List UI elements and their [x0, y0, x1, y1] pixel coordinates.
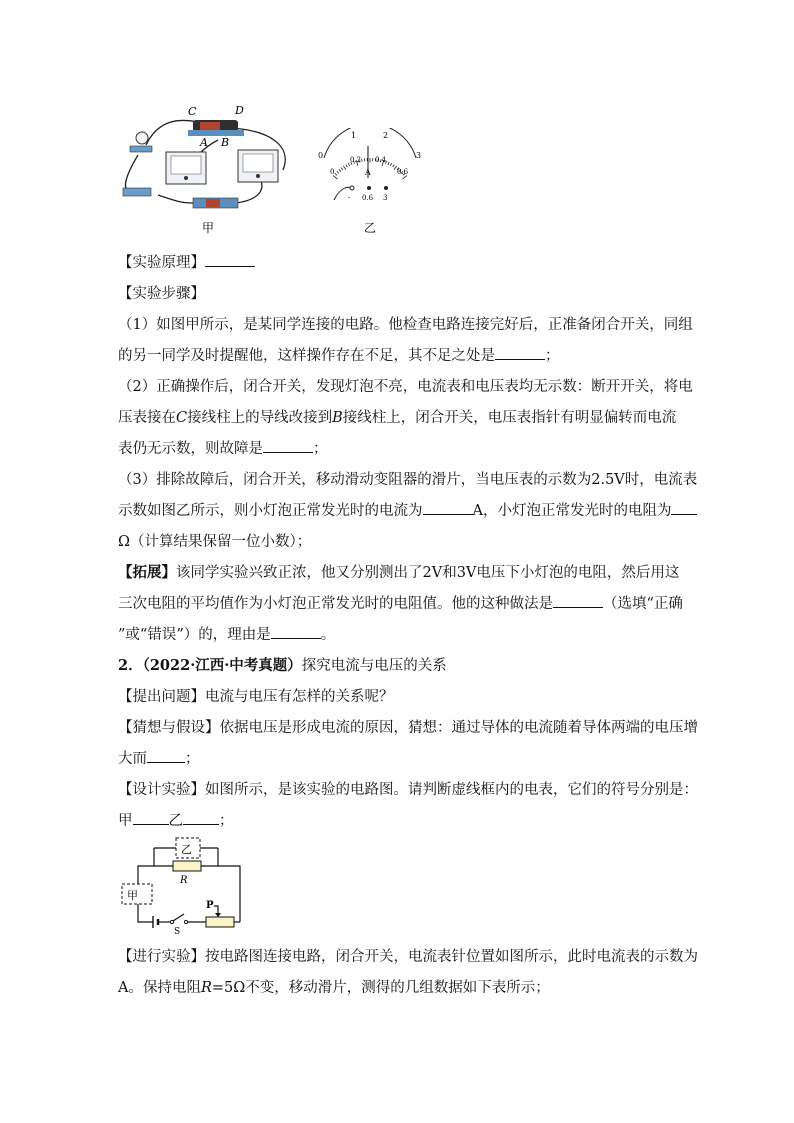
scale-top-2: 2 — [383, 131, 389, 140]
q2-title: 探究电流与电压的关系 — [301, 658, 447, 674]
var-b: B — [332, 410, 343, 426]
ammeter-dial-yi — [312, 128, 432, 238]
step2-text-1: 压表接在 — [118, 410, 176, 426]
answer-blank[interactable] — [183, 810, 219, 825]
answer-blank[interactable] — [205, 252, 255, 267]
run-text-3: =5Ω不变，移动滑片，测得的几组数据如下表所示； — [211, 980, 550, 996]
var-r: R — [200, 980, 212, 996]
meter-unit: A — [365, 168, 371, 177]
voltage-value: 2.5V — [591, 472, 625, 488]
answer-blank[interactable] — [423, 500, 473, 515]
q2-run-b — [118, 976, 688, 997]
step2-text-4: 表仍无示数，则故障是 — [118, 441, 263, 457]
scale-top-1: 1 — [351, 131, 357, 140]
ext-text-3: （选填“正确 — [603, 596, 683, 612]
q2-design-b — [118, 809, 688, 830]
box-yi-label: 乙 — [181, 843, 192, 856]
label-b: B — [221, 136, 230, 149]
switch-label: S — [174, 927, 181, 936]
ask-text: 电流与电压有怎样的关系呢？ — [205, 689, 394, 705]
dial-tick — [362, 159, 363, 162]
step2-text-3: 接线柱上，闭合开关，电压表指针有明显偏转而电流 — [342, 410, 677, 426]
step1-end: ； — [545, 348, 560, 364]
ext-line-b — [118, 592, 688, 613]
step1-text: 的另一同学及时提醒他，这样操作存在不足，其不足之处是 — [118, 348, 495, 364]
answer-blank[interactable] — [263, 438, 313, 453]
label-c: C — [188, 105, 197, 118]
scale-bottom-3: 0.6 — [397, 168, 409, 176]
step2-text-2: 接线柱上的导线改接到 — [187, 410, 333, 426]
slider-label: P — [206, 900, 214, 911]
step2-end: ； — [313, 441, 328, 457]
terminal-3: 3 — [383, 194, 388, 202]
dial-tick — [393, 165, 395, 168]
ext-end: 。 — [320, 627, 336, 643]
run-text-2: A。保持电阻 — [118, 980, 201, 996]
q2-num: 2． — [118, 657, 143, 674]
terminal-06: 0.6 — [362, 194, 374, 202]
caption-jia: 甲 — [202, 221, 215, 235]
step3-line-c: Ω（计算结果保留一位小数）； — [118, 534, 312, 550]
resistor-label: R — [180, 875, 188, 886]
answer-blank[interactable] — [495, 345, 545, 360]
ext-text-1: 该同学实验兴致正浓，他又分别测出了2V和3V电压下小灯泡的电阻，然后用这 — [176, 565, 680, 581]
ext-line-c — [118, 623, 688, 644]
steps-label: 【实验步骤】 — [118, 286, 205, 302]
label-a: A — [200, 136, 208, 149]
scale-bottom-0: 0 — [330, 168, 335, 176]
step3-text-1: （3）排除故障后，闭合开关，移动滑动变阻器的滑片，当电压表的示数为 — [118, 472, 592, 488]
hyp-label: 【猜想与假设】 — [118, 720, 220, 736]
step2-line-b — [118, 406, 688, 427]
q2-hyp-b — [118, 747, 688, 768]
run-label: 【进行实验】 — [118, 949, 205, 965]
dial-tick — [341, 168, 343, 170]
step1-line-b — [118, 344, 688, 365]
ext-line-a — [118, 561, 688, 582]
principle-label: 【实验原理】 — [118, 255, 205, 271]
dial-tick — [335, 173, 337, 175]
answer-blank[interactable] — [271, 624, 321, 639]
step2-line-a: （2）正确操作后，闭合开关，发现灯泡不亮，电流表和电压表均无示数：断开开关，将电 — [118, 379, 693, 395]
dial-tick — [346, 165, 348, 168]
principle-line — [118, 251, 688, 272]
ext-text-4: ”或“错误”）的，理由是 — [118, 627, 271, 643]
step3-text-4: A，小灯泡正常发光时的电阻为 — [472, 503, 672, 519]
q2-source: （2022·江西·中考真题） — [142, 657, 302, 674]
run-text: 按电路图连接电路，闭合开关，电流表针位置如图所示，此时电流表的示数为 — [205, 949, 698, 965]
hyp-text: 依据电压是形成电流的原因，猜想：通过导体的电流随着导体两端的电压增 — [219, 720, 698, 736]
scale-bottom-1: 0.2 — [350, 156, 362, 164]
dial-tick — [343, 166, 345, 170]
step3-line-a — [118, 468, 698, 489]
answer-blank[interactable] — [147, 748, 185, 763]
design-end: ； — [219, 813, 234, 829]
circuit-diagram — [118, 836, 258, 936]
var-c: C — [176, 410, 188, 426]
q2-heading — [118, 654, 688, 675]
q2-hyp-a — [118, 716, 698, 737]
dial-tick — [388, 162, 389, 165]
step1-line-a: （1）如图甲所示，是某同学连接的电路。他检查电路连接完好后，正准备闭合开关，同组 — [118, 317, 693, 333]
label-d: D — [235, 104, 244, 117]
terminal-neg: - — [348, 194, 351, 202]
step3-text-2: 时，电流表 — [624, 472, 698, 488]
dial-tick — [339, 169, 341, 171]
q2-run-a — [118, 945, 698, 966]
q2-ask — [118, 685, 688, 706]
ext-text-2: 三次电阻的平均值作为小灯泡正常发光时的电阻值。他的这种做法是 — [118, 596, 553, 612]
answer-blank[interactable] — [671, 500, 697, 515]
answer-blank[interactable] — [553, 593, 603, 608]
dial-tick — [337, 171, 339, 173]
scale-bottom-2: 0.4 — [375, 156, 387, 164]
design-text: 如图所示，是该实验的电路图。请判断虚线框内的电表，它们的符号分别是： — [205, 782, 698, 798]
circuit-photo-jia — [118, 100, 298, 240]
q2-design-a — [118, 778, 698, 799]
box-jia-label: 甲 — [127, 889, 138, 902]
design-label: 【设计实验】 — [118, 782, 205, 798]
step2-line-c — [118, 437, 688, 458]
hyp-text-2: 大而 — [118, 751, 147, 767]
step3-text-3: 示数如图乙所示，则小灯泡正常发光时的电流为 — [118, 503, 423, 519]
ext-label: 【拓展】 — [118, 564, 176, 581]
design-jia: 甲 — [118, 813, 133, 829]
answer-blank[interactable] — [133, 810, 169, 825]
scale-top-3: 3 — [416, 151, 422, 160]
dial-tick — [390, 163, 391, 166]
scale-top-0: 0 — [318, 151, 324, 160]
caption-yi: 乙 — [364, 221, 377, 235]
hyp-end: ； — [185, 751, 200, 767]
design-yi: 乙 — [168, 813, 183, 829]
step3-line-b — [118, 499, 688, 520]
ask-label: 【提出问题】 — [118, 689, 205, 705]
